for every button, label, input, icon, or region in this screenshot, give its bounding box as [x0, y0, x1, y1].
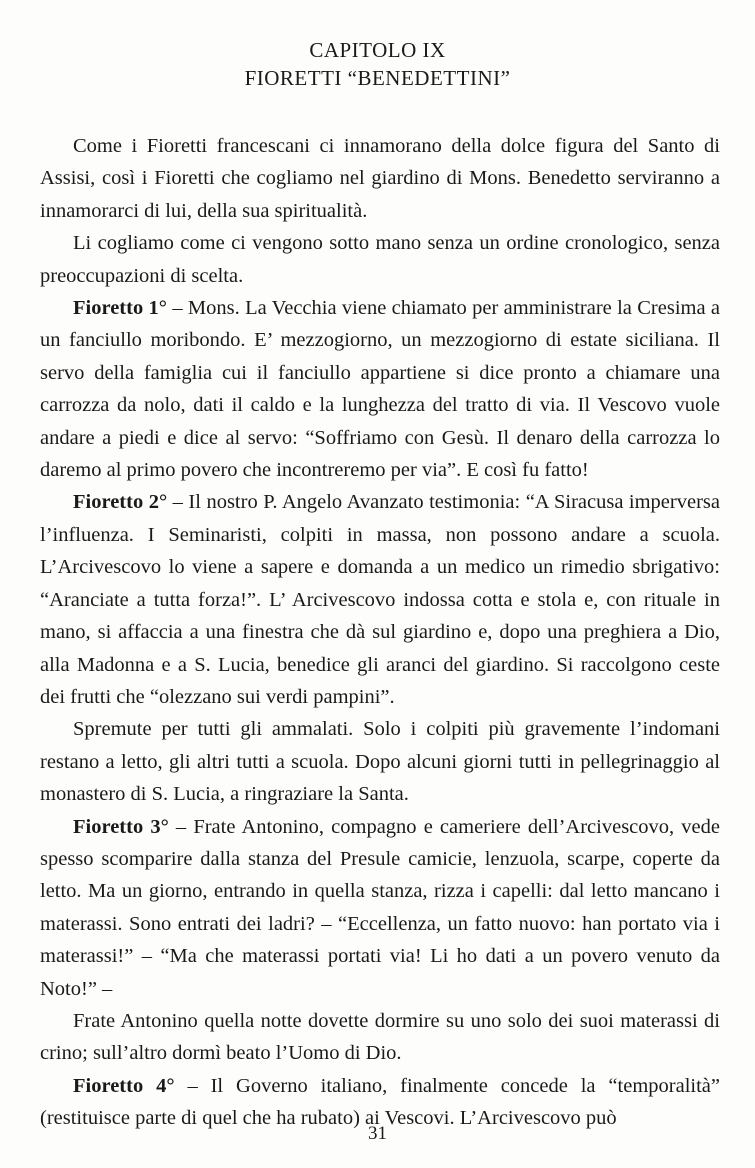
paragraph — [40, 130, 720, 227]
paragraph — [40, 1005, 720, 1070]
paragraph-label: Fioretto 1° — [73, 297, 167, 320]
paragraph-text: – Il Governo italiano, finalmente concede la “temporalità” (restituisce parte di quel che ha rubato) ai Vescovi. L’Arcivescovo può — [40, 1074, 720, 1130]
body-text — [40, 130, 720, 1135]
chapter-heading: CAPITOLO IX — [309, 38, 446, 62]
paragraph-label: Fioretto 3° — [73, 815, 169, 838]
paragraph-label: Fioretto 4° — [73, 1074, 175, 1097]
paragraph-text: Li cogliamo come ci vengono sotto mano senza un ordine cronologico, senza preoccupazioni di scelta. — [40, 232, 720, 287]
paragraph — [40, 713, 720, 810]
paragraph-label: Fioretto 2° — [73, 491, 168, 514]
paragraph-text: Come i Fioretti francescani ci innamorano della dolce figura del Santo di Assisi, così i Fioretti che cogliamo nel giardino di Mons. Benedetto serviranno a innamorarci di lui, della sua spiritualità. — [40, 135, 720, 222]
paragraph-text: – Mons. La Vecchia viene chiamato per amministrare la Cresima a un fanciullo moribondo. E’ mezzogiorno, un mezzogiorno di estate siciliana. Il servo della famiglia cui il fanciullo appartiene si dice pronto a chiamare una carrozza da nolo, dati il caldo e la lunghezza del tratto di via. Il Vescovo vuole andare a piedi e dice al servo: “Soffriamo con Gesù. Il denaro della carrozza lo daremo al primo povero che incontreremo per via”. E così fu fatto! — [40, 297, 720, 482]
page-number: 31 — [368, 1123, 387, 1144]
paragraph — [40, 292, 720, 486]
paragraph-text: Spremute per tutti gli ammalati. Solo i colpiti più gravemente l’indomani restano a letto, gli altri tutti a scuola. Dopo alcuni giorni tutti in pellegrinaggio al monastero di S. Lucia, a ringraziare la Santa. — [40, 718, 720, 806]
chapter-title: FIORETTI “BENEDETTINI” — [244, 66, 511, 90]
paragraph — [40, 227, 720, 292]
paragraph — [40, 486, 720, 713]
paragraph-text: – Il nostro P. Angelo Avanzato testimonia: “A Siracusa imperversa l’influenza. I Seminaristi, colpiti in massa, non possono andare a scuola. L’Arcivescovo lo viene a sapere e domanda a un medico un rimedio sbrigativo: “Aranciate a tutta forza!”. L’ Arcivescovo indossa cotta e stola e, con rituale in mano, si affaccia a una finestra che dà sul giardino e, dopo una preghiera a Dio, alla Madonna e a S. Lucia, benedice gli aranci del giardino. Si raccolgono ceste dei frutti che “olezzano sui verdi pampini”. — [40, 491, 720, 708]
paragraph-text: – Frate Antonino, compagno e cameriere dell’Arcivescovo, vede spesso scomparire dalla stanza del Presule camicie, lenzuola, scarpe, coperte da letto. Ma un giorno, entrando in quella stanza, rizza i capelli: dal letto mancano i materassi. Sono entrati dei ladri? – “Eccellenza, un fatto nuovo: han portato via i materassi!” – “Ma che materassi portati via! Li ho dati a un povero venuto da Noto!” – — [40, 815, 720, 1000]
paragraph-text: Frate Antonino quella notte dovette dormire su uno solo dei suoi materassi di crino; sull’altro dormì beato l’Uomo di Dio. — [40, 1009, 720, 1065]
paragraph — [40, 811, 720, 1005]
